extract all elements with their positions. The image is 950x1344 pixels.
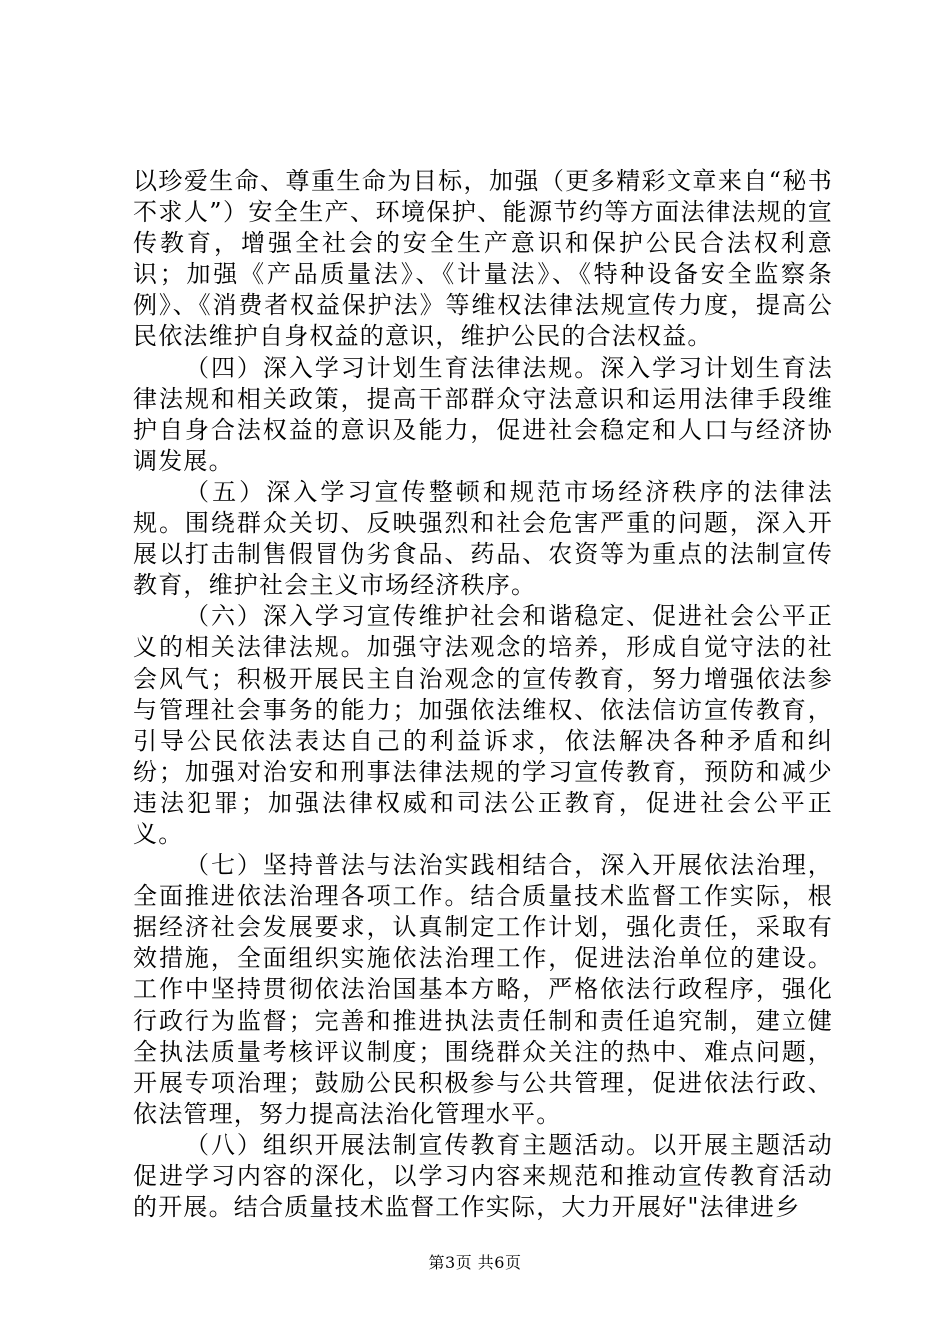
- paragraph-section-7: （七）坚持普法与法治实践相结合，深入开展依法治理，全面推进依法治理各项工作。结合质量技术监督工作实际，根据经济社会发展要求，认真制定工作计划，强化责任，采取有效措施，全面组织实施依法治理工作，促进法治单位的建设。工作中坚持贯彻依法治国基本方略，严格依法行政程序，强化行政行为监督；完善和推进执法责任制和责任追究制，建立健全执法质量考核评议制度；围绕群众关注的热中、难点问题，开展专项治理；鼓励公民积极参与公共管理，促进依法行政、依法管理，努力提高法治化管理水平。: [133, 851, 833, 1128]
- page-number-footer: 第3页 共6页: [428, 1253, 522, 1272]
- paragraph-section-5: （五）深入学习宣传整顿和规范市场经济秩序的法律法规。围绕群众关切、反映强烈和社会危害严重的问题，深入开展以打击制售假冒伪劣食品、药品、农资等为重点的法制宣传教育，维护社会主义市场经济秩序。: [133, 477, 833, 600]
- paragraph-section-4: （四）深入学习计划生育法律法规。深入学习计划生育法律法规和相关政策，提高干部群众守法意识和运用法律手段维护自身合法权益的意识及能力，促进社会稳定和人口与经济协调发展。: [133, 353, 833, 475]
- document-body: [133, 166, 833, 1223]
- paragraph-section-8: （八）组织开展法制宣传教育主题活动。以开展主题活动促进学习内容的深化，以学习内容来规范和推动宣传教育活动的开展。结合质量技术监督工作实际，大力开展好"法律进乡: [133, 1130, 833, 1222]
- paragraph-section-6: （六）深入学习宣传维护社会和谐稳定、促进社会公平正义的相关法律法规。加强守法观念的培养，形成自觉守法的社会风气；积极开展民主自治观念的宣传教育，努力增强依法参与管理社会事务的能力；加强依法维权、依法信访宣传教育，引导公民依法表达自己的利益诉求，依法解决各种矛盾和纠纷；加强对治安和刑事法律法规的学习宣传教育，预防和减少违法犯罪；加强法律权威和司法公正教育，促进社会公平正义。: [133, 602, 833, 848]
- paragraph-continuation: 以珍爱生命、尊重生命为目标，加强（更多精彩文章来自“秘书不求人”）安全生产、环境保护、能源节约等方面法律法规的宣传教育，增强全社会的安全生产意识和保护公民合法权利意识；加强《产品质量法》、《计量法》、《特种设备安全监察条例》、《消费者权益保护法》等维权法律法规宣传力度，提高公民依法维护自身权益的意识，维护公民的合法权益。: [133, 167, 833, 351]
